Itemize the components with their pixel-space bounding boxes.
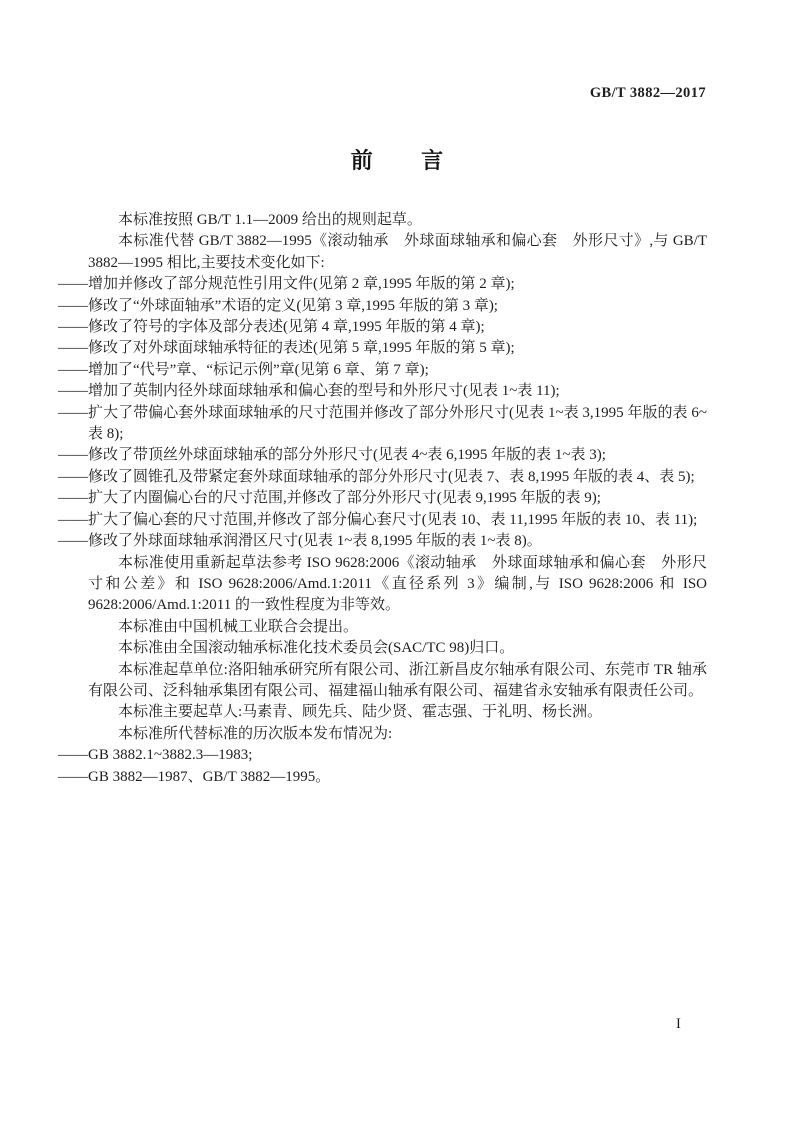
page-number: I <box>676 1016 681 1032</box>
foreword-list-item: ——修改了“外球面轴承”术语的定义(见第 3 章,1995 年版的第 3 章); <box>58 297 498 314</box>
foreword-paragraph: 本标准按照 GB/T 1.1—2009 给出的规则起草。 <box>118 212 422 228</box>
foreword-paragraph: 本标准主要起草人:马素青、顾先兵、陆少贤、霍志强、于礼明、杨长洲。 <box>118 704 603 721</box>
foreword-list-item: ——增加并修改了部分规范性引用文件(见第 2 章,1995 年版的第 2 章); <box>58 276 515 293</box>
foreword-list-item: ——修改了对外球面球轴承特征的表述(见第 5 章,1995 年版的第 5 章); <box>58 340 515 357</box>
foreword-paragraph: 本标准所代替标准的历次版本发布情况为: <box>118 725 393 742</box>
foreword-list-item: ——增加了“代号”章、“标记示例”章(见第 6 章、第 7 章); <box>58 361 429 378</box>
foreword-list-item: ——GB 3882.1~3882.3—1983; <box>58 747 253 764</box>
foreword-paragraph: 本标准使用重新起草法参考 ISO 9628:2006《滚动轴承 外球面球轴承和偏心套 外形尺寸和公差》和 ISO 9628:2006/Amd.1:2011《直径系列 3》编制,与 ISO 9628:2006 和 ISO 9628:2006/Amd.1:2011 的一致性程度为非等效。 <box>88 554 707 614</box>
page-title-text: 前言 <box>350 148 492 173</box>
foreword-paragraph: 本标准由全国滚动轴承标准化技术委员会(SAC/TC 98)归口。 <box>118 640 515 657</box>
foreword-body <box>58 210 707 788</box>
foreword-list-item: ——GB 3882—1987、GB/T 3882—1995。 <box>58 768 331 785</box>
foreword-paragraph: 本标准代替 GB/T 3882—1995《滚动轴承 外球面球轴承和偏心套 外形尺寸》,与 GB/T 3882—1995 相比,主要技术变化如下: <box>88 233 707 271</box>
foreword-list-item: ——扩大了带偏心套外球面球轴承的尺寸范围并修改了部分外形尺寸(见表 1~表 3,1995 年版的表 6~表 8); <box>58 404 707 443</box>
foreword-list-item: ——修改了圆锥孔及带紧定套外球面球轴承的部分外形尺寸(见表 7、表 8,1995 年版的表 4、表 5); <box>58 468 695 485</box>
foreword-list-item: ——扩大了内圈偏心台的尺寸范围,并修改了部分外形尺寸(见表 9,1995 年版的表 9); <box>58 490 601 507</box>
foreword-list-item: ——扩大了偏心套的尺寸范围,并修改了部分偏心套尺寸(见表 10、表 11,1995 年版的表 10、表 11); <box>58 511 698 528</box>
foreword-paragraph: 本标准起草单位:洛阳轴承研究所有限公司、浙江新昌皮尔轴承有限公司、东莞市 TR 轴承有限公司、泛科轴承集团有限公司、福建福山轴承有限公司、福建省永安轴承有限责任公司。 <box>88 661 707 699</box>
foreword-list-item: ——增加了英制内径外球面球轴承和偏心套的型号和外形尺寸(见表 1~表 11); <box>58 383 560 400</box>
page-title <box>0 144 794 175</box>
foreword-paragraph: 本标准由中国机械工业联合会提出。 <box>118 618 359 635</box>
foreword-list-item: ——修改了外球面球轴承润滑区尺寸(见表 1~表 8,1995 年版的表 1~表 8)。 <box>58 533 542 550</box>
standard-number: GB/T 3882—2017 <box>589 85 706 101</box>
foreword-list-item: ——修改了符号的字体及部分表述(见第 4 章,1995 年版的第 4 章); <box>58 319 485 336</box>
foreword-list-item: ——修改了带顶丝外球面球轴承的部分外形尺寸(见表 4~表 6,1995 年版的表 1~表 3); <box>58 447 606 464</box>
